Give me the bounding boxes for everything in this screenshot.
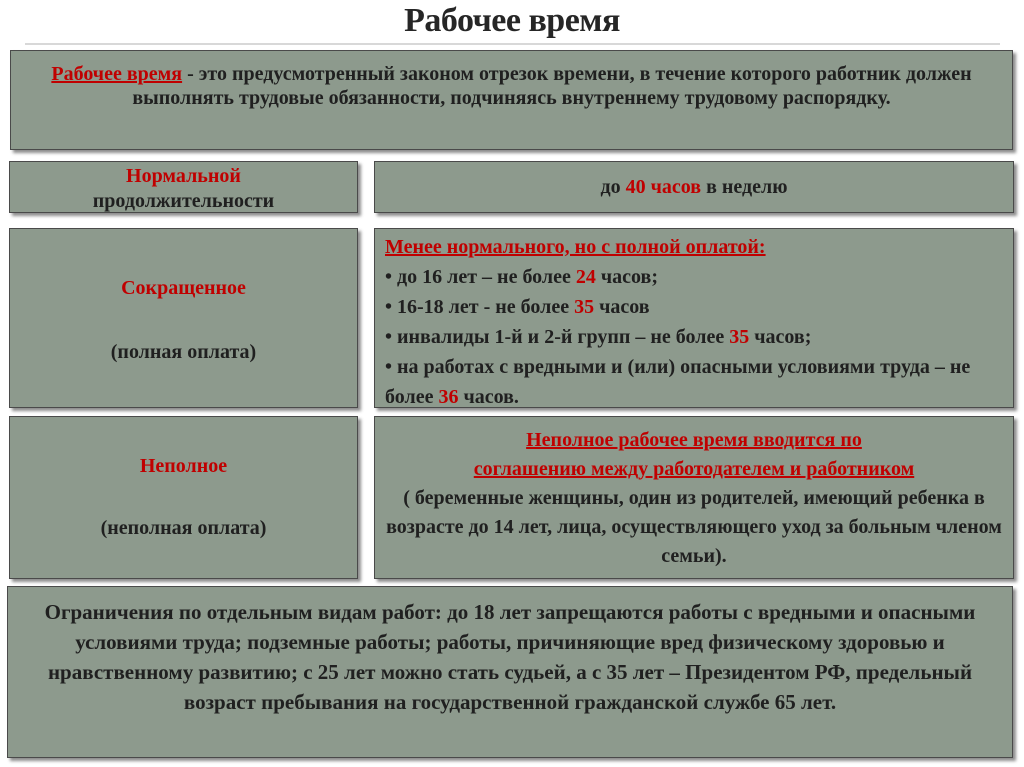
short-sublabel: (полная оплата)	[110, 341, 257, 363]
normal-value-hours: 40 часов	[625, 176, 702, 198]
page-title: Рабочее время	[404, 2, 620, 39]
short-item: • 16-18 лет - не более 35 часов	[385, 296, 650, 318]
short-duration-details-box	[374, 228, 1014, 408]
short-item: • до 16 лет – не более 24 часов;	[385, 266, 659, 288]
normal-value-suffix: в неделю	[701, 176, 788, 198]
definition-term: Рабочее время	[51, 63, 183, 85]
part-heading-line1: Неполное рабочее время вводится по	[526, 429, 862, 451]
short-item: • на работах с вредными и (или) опасными условиями труда – не более 36 часов.	[385, 356, 971, 408]
normal-label-line2: продолжительности	[92, 190, 275, 212]
short-label: Сокращенное	[121, 277, 246, 299]
part-time-label-box	[9, 416, 358, 579]
normal-value-prefix: до	[600, 176, 626, 198]
definition-box	[10, 50, 1013, 150]
work-restrictions-box	[7, 586, 1013, 758]
part-body: ( беременные женщины, один из родителей, имеющий ребенка в возрасте до 14 лет, лица, осуществляющего уход за больным членом семьи).	[386, 487, 1002, 567]
restrictions-text: Ограничения по отдельным видам работ: до 18 лет запрещаются работы с вредными и опасными условиями труда; подземные работы; работы, причиняющие вред физическому здоровью и нравственному развитию; с 25 лет можно стать судьей, а с 35 лет – Президентом РФ, предельный возраст пребывания на государственной гражданской службе 65 лет.	[44, 600, 976, 714]
normal-label-line1: Нормальной	[126, 165, 241, 187]
definition-text: - это предусмотренный законом отрезок времени, в течение которого работник должен выполнять трудовые обязанности, подчиняясь внутреннему трудовому распорядку.	[132, 63, 972, 109]
normal-duration-label-box	[9, 161, 358, 213]
title-divider	[25, 43, 1000, 45]
normal-duration-value-box	[374, 161, 1014, 213]
part-sublabel: (неполная оплата)	[100, 517, 267, 539]
short-duration-label-box	[9, 228, 358, 408]
short-item: • инвалиды 1-й и 2-й групп – не более 35 часов;	[385, 326, 812, 348]
part-time-details-box	[374, 416, 1014, 579]
part-heading-line2: соглашению между работодателем и работником	[473, 458, 915, 480]
part-label: Неполное	[139, 455, 228, 477]
short-heading: Менее нормального, но с полной оплатой:	[385, 236, 766, 258]
